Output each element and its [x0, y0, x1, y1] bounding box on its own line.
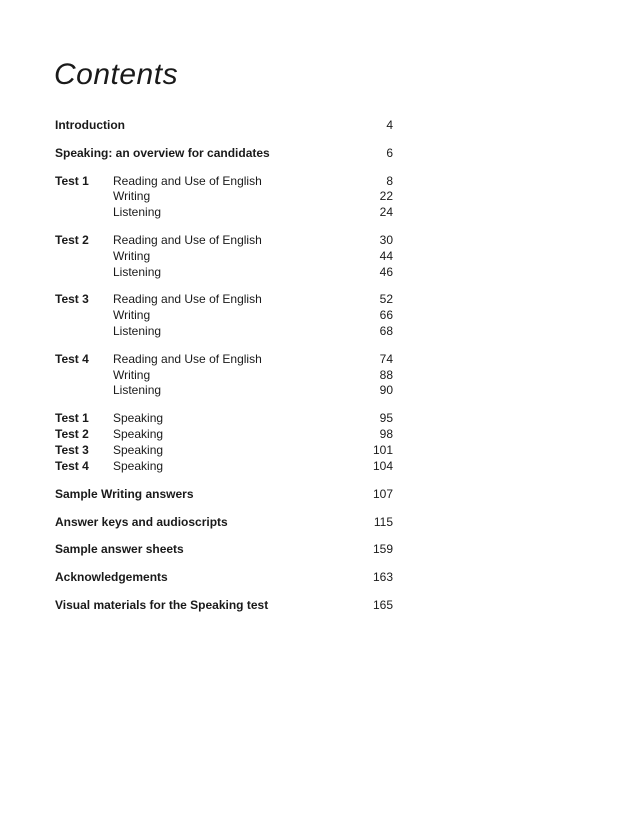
toc-page-number: 24: [379, 205, 393, 220]
toc-entry-test1-listening[interactable]: [55, 205, 393, 221]
toc-page-number: 104: [372, 458, 393, 473]
toc-entry-label: Sample Writing answers: [55, 486, 194, 501]
toc-page-number: 115: [373, 514, 393, 529]
toc-section-label: Reading and Use of English: [113, 351, 262, 366]
toc-entry-test1-reading[interactable]: [55, 174, 393, 190]
toc-entry-speaking-test2[interactable]: [55, 427, 393, 443]
toc-entry-test4-writing[interactable]: [55, 368, 393, 384]
toc-section-label: Writing: [113, 248, 151, 263]
toc-test-label: Test 1: [55, 411, 89, 426]
toc-page-number: 95: [379, 411, 393, 426]
toc-page-number: 8: [386, 173, 393, 188]
toc-entry-label: Introduction: [55, 118, 125, 132]
toc-section-label: Listening: [113, 264, 162, 279]
toc-page-number: 4: [386, 118, 393, 132]
toc-page-number: 44: [379, 248, 393, 263]
toc-entry-speaking-test4[interactable]: [55, 459, 393, 475]
toc-page-number: 90: [379, 383, 393, 398]
toc-entry-label: Answer keys and audioscripts: [55, 514, 228, 529]
toc-page-number: 98: [379, 426, 393, 441]
toc-test-label: Test 2: [55, 426, 89, 441]
toc-entry-label: Visual materials for the Speaking test: [55, 598, 269, 613]
toc-entry-test1-writing[interactable]: [55, 189, 393, 205]
toc-section-label: Writing: [113, 367, 151, 382]
toc-section-label: Speaking: [113, 458, 164, 473]
toc-page-number: 52: [379, 292, 393, 307]
toc-entry-label: Sample answer sheets: [55, 542, 184, 557]
toc-entry-label: Acknowledgements: [55, 570, 168, 585]
toc-page-number: 163: [372, 570, 393, 585]
toc-page-number: 159: [372, 542, 393, 557]
toc-entry-speaking-test3[interactable]: [55, 443, 393, 459]
toc-page-number: 46: [379, 264, 393, 279]
toc-entry-answer-sheets[interactable]: [55, 542, 393, 558]
toc-page-number: 30: [379, 232, 393, 247]
toc-entry-speaking-test1[interactable]: [55, 411, 393, 427]
toc-section-label: Reading and Use of English: [113, 173, 262, 188]
toc-entry-test4-reading[interactable]: [55, 352, 393, 368]
toc-section-label: Listening: [113, 383, 162, 398]
toc-entry-introduction[interactable]: [55, 118, 393, 134]
toc-section-label: Speaking: [113, 411, 164, 426]
toc-page-number: 88: [379, 367, 393, 382]
toc-entry-test2-reading[interactable]: [55, 233, 393, 249]
toc-section-label: Listening: [113, 323, 162, 338]
toc-entry-test2-writing[interactable]: [55, 249, 393, 265]
toc-entry-label: Speaking: an overview for candidates: [55, 145, 270, 160]
toc-page-number: 101: [372, 442, 393, 457]
toc-entry-answer-keys[interactable]: [55, 515, 393, 531]
toc-section-label: Writing: [113, 308, 151, 323]
toc-test-label: Test 1: [55, 173, 89, 188]
toc-entry-test3-writing[interactable]: [55, 308, 393, 324]
toc-test-label: Test 3: [55, 442, 89, 457]
toc-entry-visual-materials[interactable]: [55, 598, 393, 614]
toc-entry-test3-listening[interactable]: [55, 324, 393, 340]
toc-test-label: Test 2: [55, 232, 89, 247]
toc-test-label: Test 4: [55, 458, 89, 473]
toc-test-label: Test 3: [55, 292, 89, 307]
toc-section-label: Reading and Use of English: [113, 232, 262, 247]
toc-entry-test2-listening[interactable]: [55, 265, 393, 281]
toc-entry-test3-reading[interactable]: [55, 292, 393, 308]
toc-page-number: 68: [379, 323, 393, 338]
toc-page-number: 165: [372, 598, 393, 613]
toc-entry-test4-listening[interactable]: [55, 383, 393, 399]
toc-section-label: Listening: [113, 205, 162, 220]
toc-test-label: Test 4: [55, 351, 89, 366]
toc-page-number: 74: [379, 351, 393, 366]
toc-entry-speaking-overview[interactable]: [55, 146, 393, 162]
toc-page-number: 22: [379, 189, 393, 204]
table-of-contents: [55, 118, 393, 614]
toc-entry-sample-writing[interactable]: [55, 487, 393, 503]
toc-section-label: Speaking: [113, 426, 164, 441]
toc-entry-acknowledgements[interactable]: [55, 570, 393, 586]
toc-page-number: 6: [386, 145, 393, 160]
toc-page-number: 107: [372, 486, 393, 501]
toc-page-number: 66: [379, 308, 393, 323]
toc-section-label: Speaking: [113, 442, 164, 457]
toc-section-label: Reading and Use of English: [113, 292, 262, 307]
page-title: Contents: [54, 58, 179, 91]
toc-section-label: Writing: [113, 189, 151, 204]
